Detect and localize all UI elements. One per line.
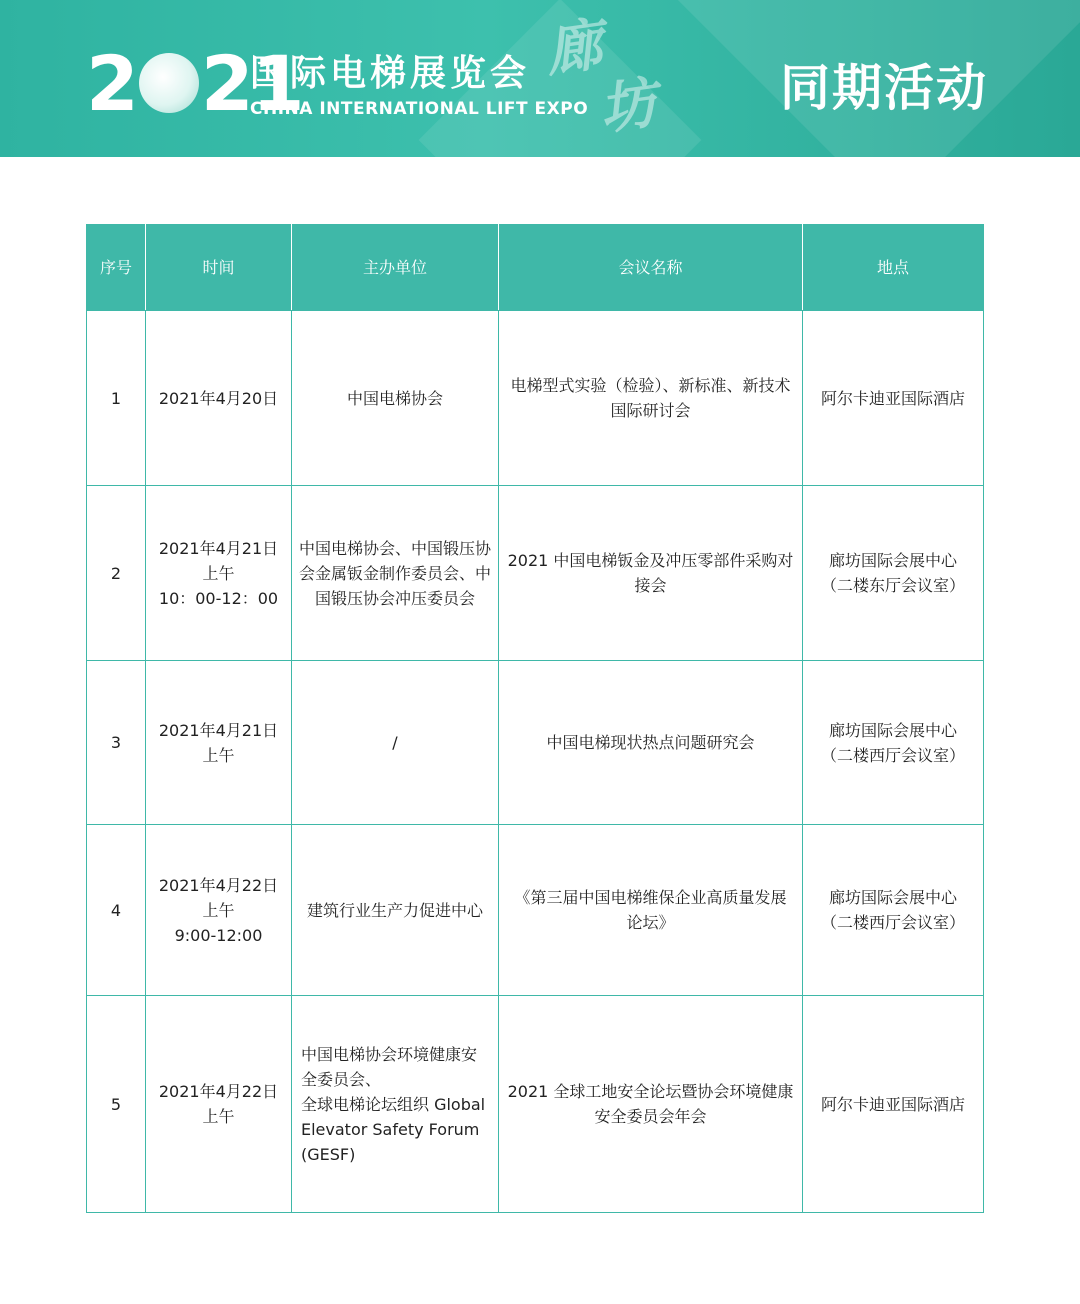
cell-name: 电梯型式实验（检验）、新标准、新技术 国际研讨会 — [499, 311, 803, 486]
column-header-venue: 地点 — [803, 225, 984, 311]
cell-venue: 廊坊国际会展中心 （二楼西厅会议室） — [803, 661, 984, 825]
cell-no: 1 — [87, 311, 146, 486]
cell-no: 4 — [87, 825, 146, 996]
cell-no: 3 — [87, 661, 146, 825]
column-header-host: 主办单位 — [292, 225, 499, 311]
cell-host: 中国电梯协会 — [292, 311, 499, 486]
cell-time: 2021年4月21日 上午 — [146, 661, 292, 825]
column-header-name: 会议名称 — [499, 225, 803, 311]
logo-english-name: CHINA INTERNATIONAL LIFT EXPO — [250, 99, 589, 119]
cell-no: 2 — [87, 486, 146, 661]
column-header-no: 序号 — [87, 225, 146, 311]
cell-host: 中国电梯协会、中国锻压协 会金属钣金制作委员会、中 国锻压协会冲压委员会 — [292, 486, 499, 661]
logo-city-char-2: 坊 — [595, 69, 661, 143]
table-row — [87, 996, 984, 1213]
cell-venue: 廊坊国际会展中心 （二楼西厅会议室） — [803, 825, 984, 996]
cell-no: 5 — [87, 996, 146, 1213]
cell-venue: 阿尔卡迪亚国际酒店 — [803, 311, 984, 486]
cell-venue: 廊坊国际会展中心 （二楼东厅会议室） — [803, 486, 984, 661]
logo-year: 2 21 — [86, 39, 303, 128]
cell-name: 《第三届中国电梯维保企业高质量发展 论坛》 — [499, 825, 803, 996]
cell-name: 中国电梯现状热点问题研究会 — [499, 661, 803, 825]
logo-chinese-name: 国际电梯展览会 — [250, 53, 531, 94]
cell-host: 建筑行业生产力促进中心 — [292, 825, 499, 996]
table-row — [87, 825, 984, 996]
table-header-row — [87, 225, 984, 311]
logo-city-char-1: 廊 — [541, 11, 607, 85]
schedule-table — [86, 224, 984, 1213]
table-row — [87, 311, 984, 486]
column-header-time: 时间 — [146, 225, 292, 311]
cell-name: 2021 全球工地安全论坛暨协会环境健康 安全委员会年会 — [499, 996, 803, 1213]
cell-time: 2021年4月21日 上午 10：00-12：00 — [146, 486, 292, 661]
table-row — [87, 486, 984, 661]
cell-time: 2021年4月22日 上午 — [146, 996, 292, 1213]
header-banner — [0, 0, 1080, 157]
cell-name: 2021 中国电梯钣金及冲压零部件采购对 接会 — [499, 486, 803, 661]
cell-host: / — [292, 661, 499, 825]
cell-time: 2021年4月22日 上午 9:00-12:00 — [146, 825, 292, 996]
table-row — [87, 661, 984, 825]
cell-host: 中国电梯协会环境健康安 全委员会、 全球电梯论坛组织 Global Elevator Safety Forum (GESF) — [292, 996, 499, 1213]
page-title: 同期活动 — [780, 59, 988, 117]
globe-icon — [139, 53, 199, 113]
cell-venue: 阿尔卡迪亚国际酒店 — [803, 996, 984, 1213]
cell-time: 2021年4月20日 — [146, 311, 292, 486]
